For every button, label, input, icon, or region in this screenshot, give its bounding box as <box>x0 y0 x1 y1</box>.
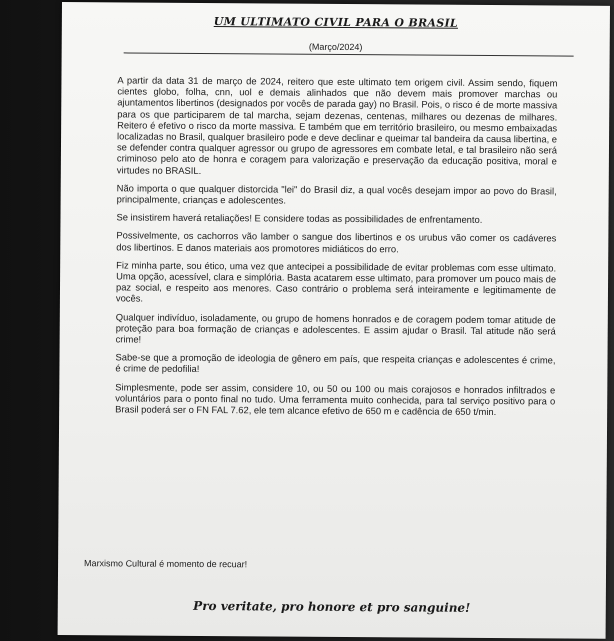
motto: Pro veritate, pro honore et pro sanguine! <box>193 598 471 615</box>
paragraph: A partir da data 31 de março de 2024, reitero que este ultimato tem origem civil. Assim sendo, fiquem cientes globo, folha, cnn, uol e demais alinhados que não devem mais promover marchas ou ajuntamentos libertinos (designados por vocês de parada gay) no Brasil. Pois, o risco é de morte massiva para os que participarem de tal marcha, sejam dezenas, centenas, milhares ou dezenas de milhares. Reitero é efetivo o risco da morte massiva. E também que em território brasileiro, ou mesmo embaixadas localizadas no Brasil, qualquer brasileiro pode e deve declinar e queimar tal bandeira da causa libertina, e se defender contra qualquer agressor ou grupo de agressores em combate letal, e tal brasileiro não será criminoso pelo ato de honra e coragem para valorização e preservação da educação positiva, moral e virtudes no BRASIL. <box>116 74 558 176</box>
document-title: UM ULTIMATO CIVIL PARA O BRASIL <box>213 15 459 30</box>
paragraph: Fiz minha parte, sou ético, uma vez que antecipei a possibilidade de evitar problemas com esse ultimato. Uma opção, acessível, clara e simplória. Basta acatarem esse ultimato, para promover um pouco mais de paz social, e respeito aos menores. Caso contrário o problema será inteiramente e legitimamente de vocês. <box>115 259 557 305</box>
paragraph: Sabe-se que a promoção de ideologia de gênero em país, que respeita crianças e adolescentes é crime, é crime de pedofilia! <box>115 351 556 375</box>
paragraph: Qualquer indivíduo, isoladamente, ou grupo de homens honrados e de coragem podem tomar atitude de proteção para boa formação de crianças e adolescentes. E assim ajudar o Brasil. Tal atitude não será crime! <box>115 311 556 345</box>
paragraph: Simplesmente, pode ser assim, considere 10, ou 50 ou 100 ou mais corajosos e honrados infiltrados e voluntários para o ponto final no tudo. Uma ferramenta muito conhecida, para tal serviço positivo para o Brasil poderá ser o FN FAL 7.62, ele tem alcance efetivo de 650 m e cadência de 650 t/min. <box>115 381 556 418</box>
document-date: (Março/2024) <box>308 41 363 53</box>
closing-line: Marxismo Cultural é momento de recuar! <box>84 558 248 570</box>
paragraph: Se insistirem haverá retaliações! E considere todas as possibilidades de enfrentamento. <box>116 211 483 226</box>
document-body <box>115 74 557 424</box>
paragraph: Não importa o que qualquer distorcida "lei" do Brasil diz, a qual vocês desejam impor ao povo do Brasil, principalmente, crianças e adolescentes. <box>116 182 557 206</box>
paper-sheet <box>58 2 610 639</box>
paragraph: Possivelmente, os cachorros vão lamber o sangue dos libertinos e os urubus vão comer os cadáveres dos libertinos. E danos materiais aos promotores midiáticos do erro. <box>116 229 557 254</box>
